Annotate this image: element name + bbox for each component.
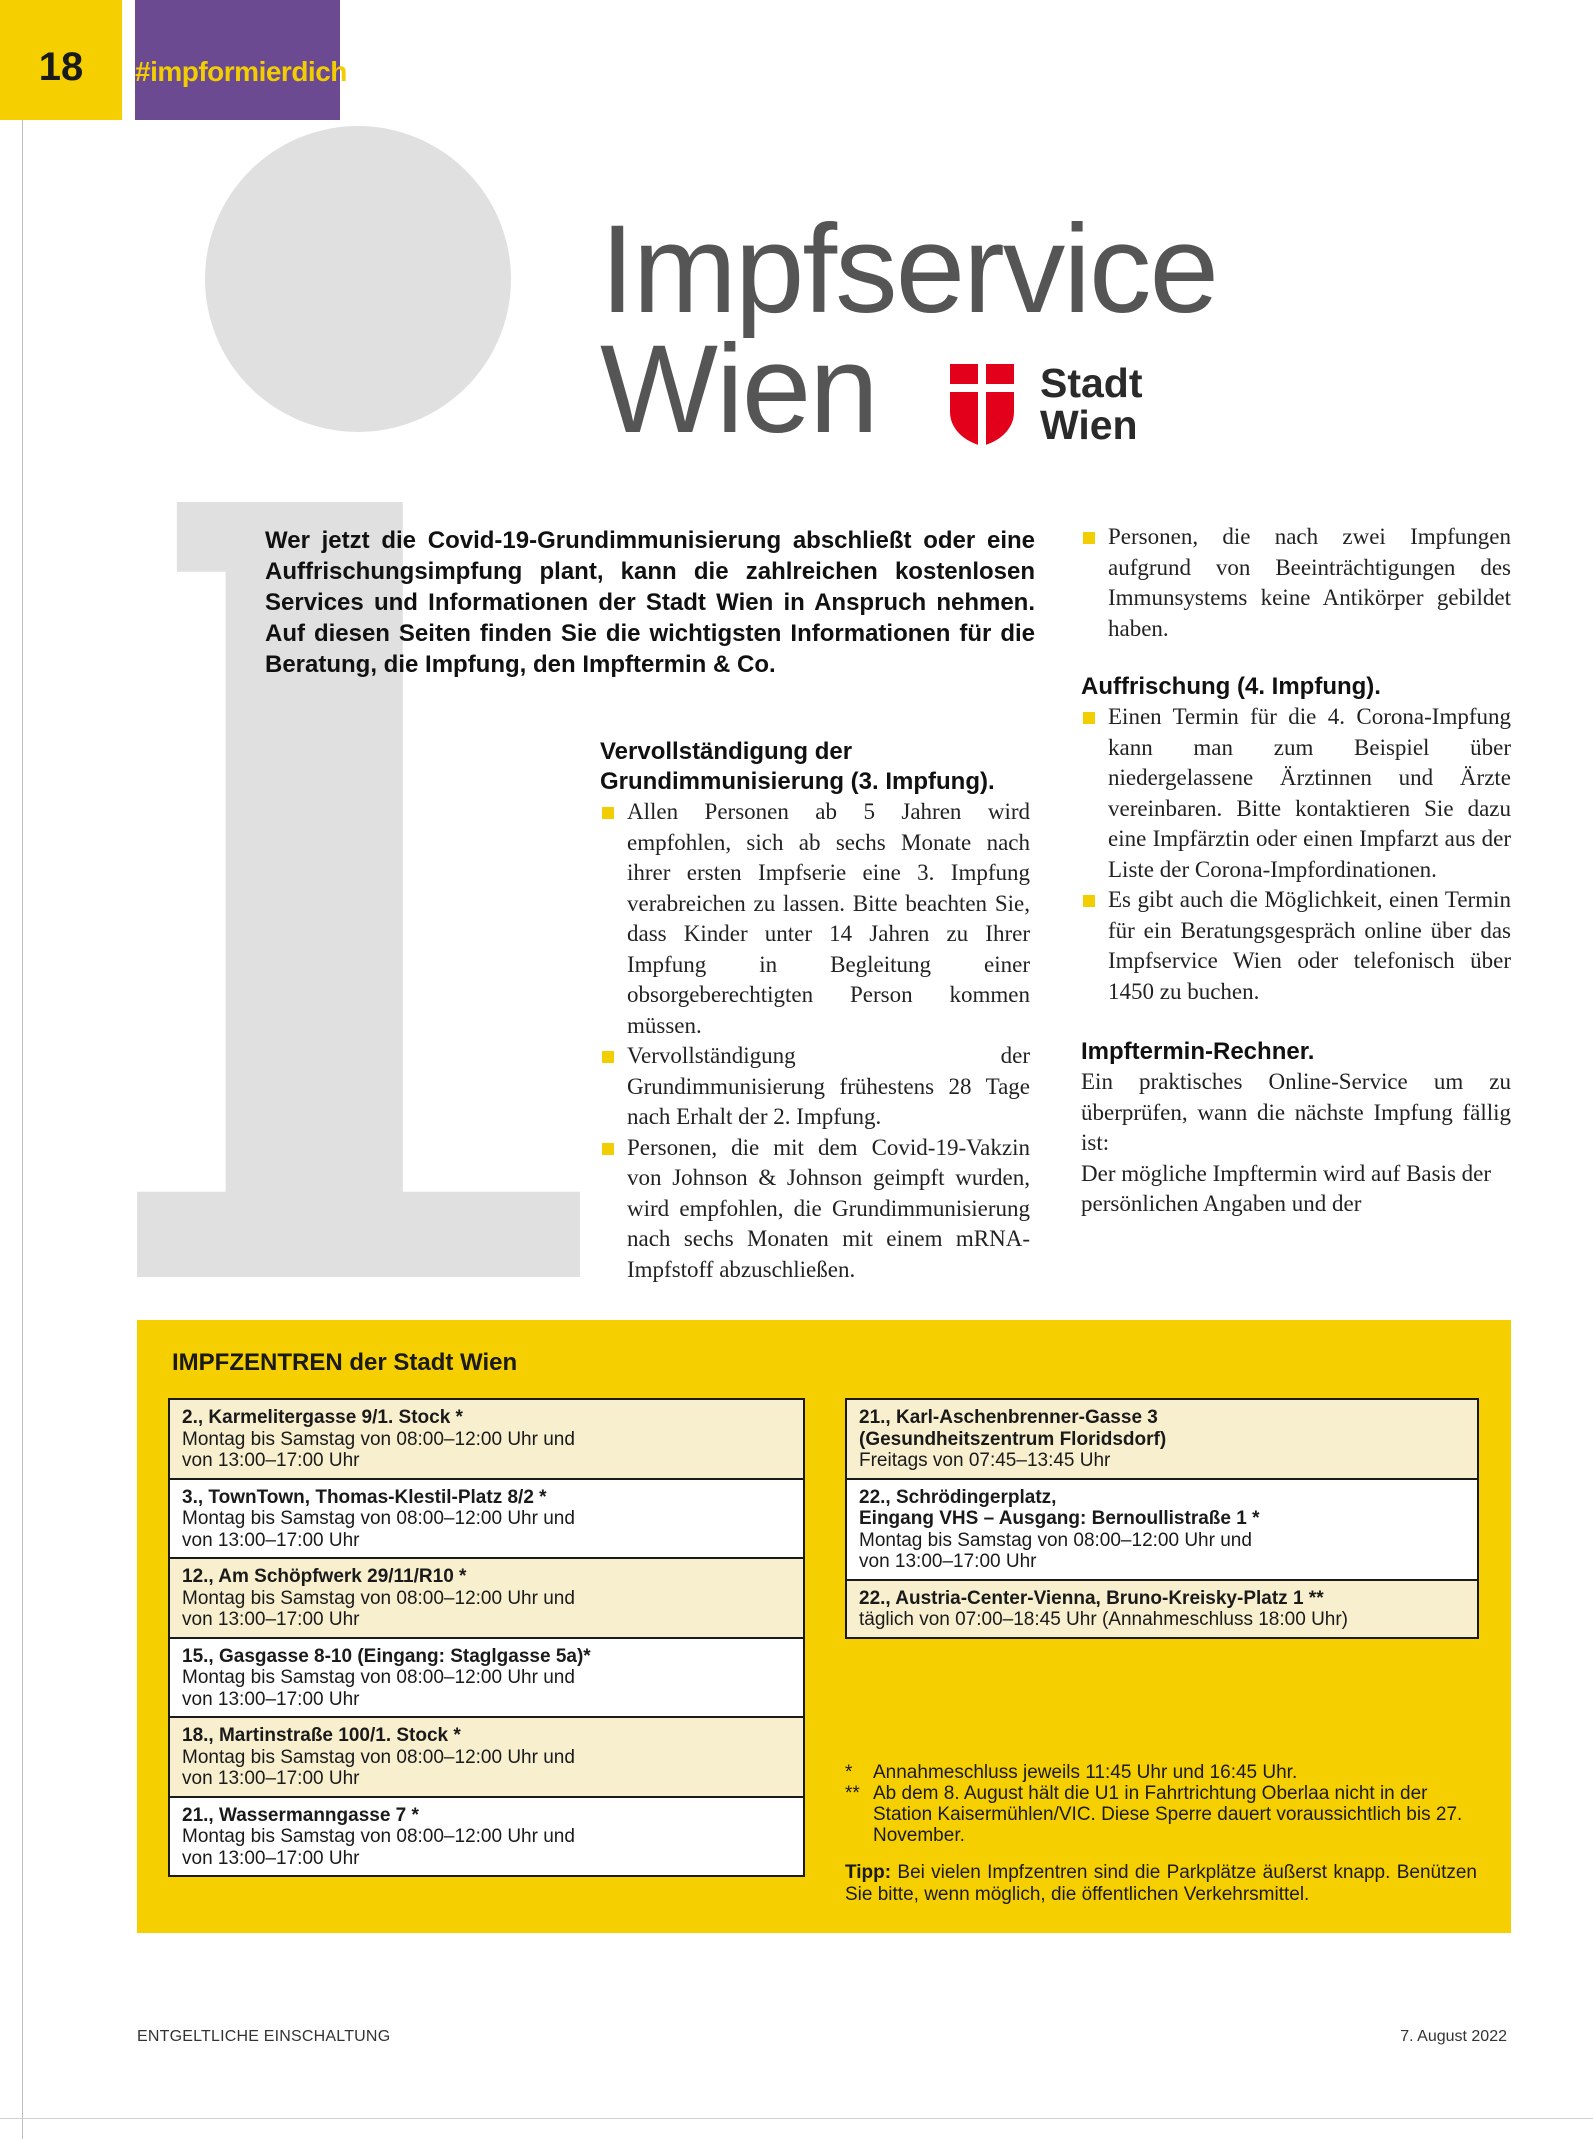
- center-hours: Freitags von 07:45–13:45 Uhr: [859, 1450, 1111, 1471]
- footer-date: 7. August 2022: [1400, 2028, 1507, 2045]
- center-hours: Montag bis Samstag von 08:00–12:00 Uhr und von 13:00–17:00 Uhr: [182, 1508, 575, 1551]
- center-name: 18., Martinstraße 100/1. Stock *: [182, 1725, 461, 1746]
- center-hours: Montag bis Samstag von 08:00–12:00 Uhr und von 13:00–17:00 Uhr: [182, 1428, 575, 1471]
- list-item: Es gibt auch die Möglichkeit, einen Termin für ein Beratungsgespräch online über das Impfservice Wien oder telefonisch über 1450 zu buchen.: [1081, 885, 1511, 1007]
- logo-line-2: Wien: [1040, 402, 1138, 448]
- rechner-text-1: Ein praktisches Online-Service um zu überprüfen, wann die nächste Impfung fällig ist:: [1081, 1069, 1511, 1155]
- list-item: Allen Personen ab 5 Jahren wird empfohlen, sich ab sechs Monate nach ihrer ersten Impfserie eine 3. Impfung verabreichen zu lassen. Bitte beachten Sie, dass Kinder unter 14 Jahren zu Ihrer Impfung in Begleitung einer obsorgeberechtigten Person kommen müssen.: [600, 797, 1030, 1041]
- tip-label: Tipp:: [845, 1862, 892, 1883]
- page-edge-line: [22, 0, 23, 2139]
- list-item: Vervollständigung der Grundimmunisierung frühestens 28 Tage nach Erhalt der 2. Impfung.: [600, 1041, 1030, 1133]
- center-hours: Montag bis Samstag von 08:00–12:00 Uhr und von 13:00–17:00 Uhr: [182, 1587, 575, 1630]
- center-hours: täglich von 07:00–18:45 Uhr (Annahmeschluss 18:00 Uhr): [859, 1609, 1349, 1630]
- title-line-2: Wien: [600, 320, 877, 459]
- title-line-1: Impfservice: [600, 200, 1218, 339]
- column-grundimmunisierung: [600, 737, 1030, 1285]
- hashtag-label: #impformierdich: [135, 0, 340, 120]
- impfzentren-list-left: [168, 1398, 805, 1877]
- footnote-1: [845, 1762, 1477, 1783]
- impfzentren-title: IMPFZENTREN der Stadt Wien: [172, 1349, 518, 1376]
- section-heading-auffrischung: Auffrischung (4. Impfung).: [1081, 673, 1381, 700]
- impfzentren-list-right: [845, 1398, 1479, 1639]
- logo-wordmark: [1040, 362, 1143, 446]
- shield-icon: [950, 364, 1014, 446]
- footnote-text: Annahmeschluss jeweils 11:45 Uhr und 16:45 Uhr.: [873, 1762, 1298, 1783]
- center-hours: Montag bis Samstag von 08:00–12:00 Uhr und von 13:00–17:00 Uhr: [182, 1826, 575, 1869]
- section-heading-impftermin-rechner: Impftermin-Rechner.: [1081, 1038, 1315, 1065]
- center-hours: Montag bis Samstag von 08:00–12:00 Uhr und von 13:00–17:00 Uhr: [182, 1667, 575, 1710]
- center-hours: Montag bis Samstag von 08:00–12:00 Uhr und von 13:00–17:00 Uhr: [182, 1746, 575, 1789]
- center-hours: Montag bis Samstag von 08:00–12:00 Uhr und von 13:00–17:00 Uhr: [859, 1529, 1252, 1572]
- footnote-text: Ab dem 8. August hält die U1 in Fahrtrichtung Oberlaa nicht in der Station Kaisermühlen/VIC. Diese Sperre dauert voraussichtlich bis 27. November.: [873, 1783, 1463, 1846]
- center-name: 3., TownTown, Thomas-Klestil-Platz 8/2 *: [182, 1486, 547, 1508]
- intro-paragraph: Wer jetzt die Covid-19-Grundimmunisierung abschließt oder eine Auffrischungsimpfung plant, kann die zahlreichen kostenlosen Services und Informationen der Stadt Wien in Anspruch nehmen. Auf diesen Seiten finden Sie die wichtigsten Informationen für die Beratung, die Impfung, den Impftermin & Co.: [265, 527, 1035, 678]
- tip-note: [845, 1862, 1477, 1906]
- list-item: [170, 1637, 803, 1717]
- page-number: 18: [0, 0, 122, 120]
- list-item: [170, 1796, 803, 1876]
- footnote-marker: **: [845, 1783, 860, 1804]
- center-name: 21., Wassermanngasse 7 *: [182, 1804, 419, 1826]
- list-item: [170, 1557, 803, 1637]
- list-item: [170, 1478, 803, 1558]
- center-name: 2., Karmelitergasse 9/1. Stock *: [182, 1407, 463, 1428]
- list-item: Personen, die nach zwei Impfungen aufgrund von Beeinträchtigungen des Immunsystems keine Antikörper gebildet haben.: [1081, 522, 1511, 644]
- bullet-list-grundimmunisierung: [600, 797, 1030, 1285]
- bullet-list-continued: [1081, 522, 1511, 644]
- footnote-marker: *: [845, 1762, 853, 1783]
- list-item: Personen, die mit dem Covid-19-Vakzin von Johnson & Johnson geimpft wurden, wird empfohlen, die Grundimmunisierung nach sechs Monaten mit einem mRNA-Impfstoff abzuschließen.: [600, 1133, 1030, 1286]
- footer-label: ENTGELTLICHE EINSCHALTUNG: [137, 2028, 391, 2045]
- footnotes: [845, 1762, 1477, 1846]
- center-name: 22., Austria-Center-Vienna, Bruno-Kreisky-Platz 1 **: [859, 1587, 1324, 1609]
- logo-line-1: Stadt: [1040, 360, 1143, 406]
- tip-text: Bei vielen Impfzentren sind die Parkplätze äußerst knapp. Benützen Sie bitte, wenn möglich, die öffentlichen Verkehrsmittel.: [845, 1862, 1477, 1905]
- center-name: 12., Am Schöpfwerk 29/11/R10 *: [182, 1566, 467, 1587]
- list-item: [847, 1478, 1477, 1579]
- info-letter-dot-graphic: [205, 126, 511, 432]
- center-name: 15., Gasgasse 8-10 (Eingang: Staglgasse 5a)*: [182, 1645, 591, 1667]
- list-item: Einen Termin für die 4. Corona-Impfung kann man zum Beispiel über niedergelassene Ärztinnen und Ärzte vereinbaren. Bitte kontaktieren Sie dazu eine Impfärztin oder einen Impfarzt aus der Liste der Corona-Impfordinationen.: [1081, 702, 1511, 885]
- list-item: [170, 1716, 803, 1796]
- footnote-2: [845, 1783, 1477, 1846]
- center-name: 22., Schrödingerplatz, Eingang VHS – Ausgang: Bernoullistraße 1 *: [859, 1486, 1260, 1529]
- column-auffrischung: [1081, 522, 1511, 1220]
- center-name: 21., Karl-Aschenbrenner-Gasse 3 (Gesundheitszentrum Floridsdorf): [859, 1407, 1167, 1450]
- section-heading-grundimmunisierung: Vervollständigung der Grundimmunisierung (3. Impfung).: [600, 738, 995, 795]
- list-item: [847, 1579, 1477, 1637]
- list-item: [847, 1400, 1477, 1478]
- page-edge-line-bottom: [0, 2118, 1593, 2119]
- list-item: [170, 1400, 803, 1478]
- bullet-list-auffrischung: [1081, 702, 1511, 1007]
- rechner-text-2: Der mögliche Impftermin wird auf Basis der persönlichen Angaben und der: [1081, 1160, 1492, 1216]
